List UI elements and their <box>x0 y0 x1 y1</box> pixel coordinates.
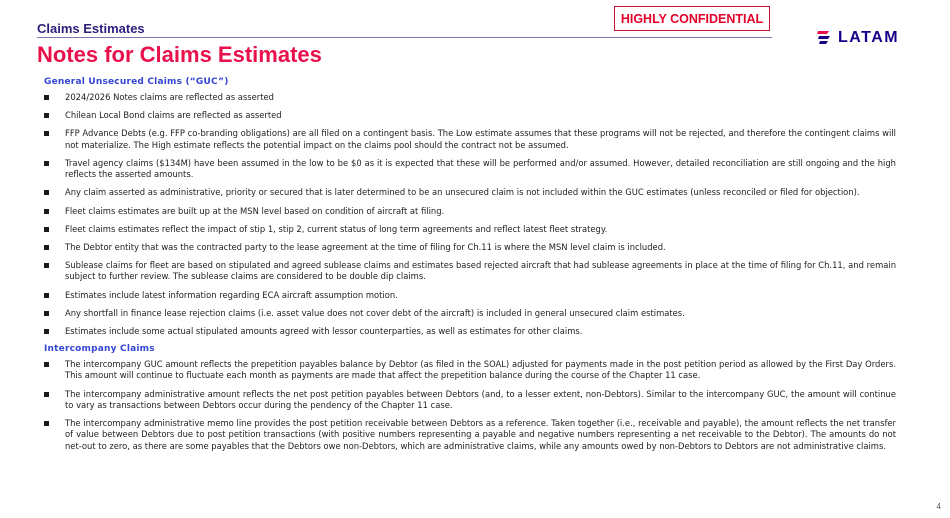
bullet-icon <box>44 227 49 232</box>
latam-logo <box>816 26 899 50</box>
list-item: Chilean Local Bond claims are reflected as asserted <box>44 110 896 121</box>
bullet-icon <box>44 113 49 118</box>
confidential-label: HIGHLY CONFIDENTIAL <box>620 11 764 26</box>
intercompany-heading: Intercompany Claims <box>44 344 155 355</box>
bullet-icon <box>44 263 49 268</box>
list-item: Fleet claims estimates reflect the impact of stip 1, stip 2, current status of long term agreements and reflect latest fleet strategy. <box>44 224 896 235</box>
logo-text: LATAM <box>838 29 900 46</box>
bullet-icon <box>44 421 49 426</box>
page-title: Notes for Claims Estimates <box>37 42 322 67</box>
bullet-icon <box>44 329 49 334</box>
bullet-icon <box>44 392 49 397</box>
bullet-icon <box>44 311 49 316</box>
list-item: 2024/2026 Notes claims are reflected as asserted <box>44 92 896 103</box>
page-number: 4 <box>936 502 941 511</box>
bullet-icon <box>44 131 49 136</box>
list-item: Sublease claims for fleet are based on stipulated and agreed sublease claims and estimates based rejected aircraft that had sublease agreements in place at the time of filing for Ch.11, and remain subject to further review. The sublease claims are considered to be double dip claims. <box>44 260 896 283</box>
list-item: The intercompany administrative amount reflects the net post petition payables between Debtors (and, to a lesser extent, non-Debtors). Similar to the intercompany GUC, the amount will continue to vary as transactions between Debtors occur during the pendency of the Chapter 11 case. <box>44 389 896 412</box>
bullet-icon <box>44 362 49 367</box>
confidential-badge <box>614 6 770 31</box>
bullet-icon <box>44 95 49 100</box>
bullet-icon <box>44 245 49 250</box>
list-item: Travel agency claims ($134M) have been assumed in the low to be $0 as it is expected that these will be performed and/or assumed. However, detailed reconciliation are still ongoing and the high reflects the asserted amounts. <box>44 158 896 181</box>
list-item: FFP Advance Debts (e.g. FFP co-branding obligations) are all filed on a contingent basis. The Low estimate assumes that these programs will not be rejected, and therefore the contingent claims will not materialize. The High estimate reflects the potential impact on the claims pool should the contract not be assumed. <box>44 128 896 151</box>
list-item: Any claim asserted as administrative, priority or secured that is later determined to be an unsecured claim is not included within the GUC estimates (unless reconciled or filed for objection). <box>44 187 896 198</box>
guc-notes-list <box>44 92 896 337</box>
list-item: Estimates include latest information regarding ECA aircraft assumption motion. <box>44 290 896 301</box>
list-item: The intercompany administrative memo line provides the post petition receivable between Debtors as a reference. Taken together (i.e., receivable and payable), the amount reflects the net transfer of value between Debtors due to post petition transactions (with positive numbers representing a payable and negative numbers representing a net receivable to the Debtor). The amounts do not net-out to zero, as there are some payables that the Debtors owe non-Debtors, which are administrative claims, while any amounts owed by non-Debtors to Debtors are not administrative claims. <box>44 418 896 452</box>
list-item: The Debtor entity that was the contracted party to the lease agreement at the time of filing for Ch.11 is where the MSN level claim is included. <box>44 242 896 253</box>
bullet-icon <box>44 161 49 166</box>
list-item: The intercompany GUC amount reflects the prepetition payables balance by Debtor (as filed in the SOAL) adjusted for payments made in the post petition period as allowed by the First Day Orders. This amount will continue to fluctuate each month as payments are made that affect the prepetition balance during the course of the Chapter 11 case. <box>44 359 896 382</box>
list-item: Estimates include some actual stipulated amounts agreed with lessor counterparties, as well as estimates for other claims. <box>44 326 896 337</box>
notes-content <box>44 77 896 459</box>
intercompany-notes-list <box>44 359 896 452</box>
guc-heading: General Unsecured Claims (“GUC”) <box>44 77 229 87</box>
bullet-icon <box>44 293 49 298</box>
bullet-icon <box>44 190 49 195</box>
latam-swoosh-icon <box>816 28 832 48</box>
section-label: Claims Estimates <box>37 21 145 36</box>
bullet-icon <box>44 209 49 214</box>
list-item: Fleet claims estimates are built up at the MSN level based on condition of aircraft at filing. <box>44 206 896 217</box>
list-item: Any shortfall in finance lease rejection claims (i.e. asset value does not cover debt of the aircraft) is included in general unsecured claim estimates. <box>44 308 896 319</box>
header-divider <box>37 37 772 38</box>
